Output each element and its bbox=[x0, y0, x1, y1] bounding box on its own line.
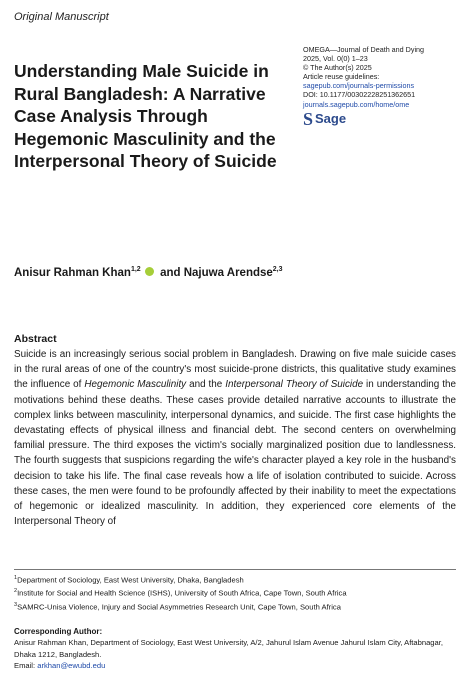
article-title: Understanding Male Suicide in Rural Bangladesh: A Narrative Case Analysis Through Hegemonic Masculinity and the Interpersonal Theory of Suicide bbox=[14, 61, 277, 171]
affiliation-3: $^3$SAMRC-Unisa Violence, Injury and Social Asymmetries Research Unit, Cape Town, South Africa bbox=[14, 601, 341, 612]
sage-s-logo-icon: S bbox=[303, 108, 314, 129]
footnote-divider bbox=[14, 569, 456, 570]
abstract-text-3: in understanding the motivations behind these deaths. These cases provide detailed narrative accounts to illustrate the complex links between masculinity, interpersonal dynamics, and suicide. The first case highlights the devastating effects of physical illness and financial debt. The second centers on overwhelming familial pressure. The third exposes the victim's socially marginalized position due to landlessness. The fourth suggests that suspicions regarding the wife's character played a key role in the husband's decision to take his life. The final case reveals how a life of isolation contributed to suicide. Across these cases, the men were found to be profoundly affected by their inability to meet the expectations of hegemonic or idealized masculinity. In addition, they experienced core elements of the Interpersonal Theory of bbox=[14, 379, 456, 528]
corresponding-address: Anisur Rahman Khan, Department of Sociology, East West University, A/2, Jahurul Islam Avenue Jahurul Islam City, Aftabnagar, Dhaka 1212, Bangladesh. bbox=[14, 638, 443, 659]
affiliation-2: $^2$Institute for Social and Health Science (ISHS), University of South Africa, Cape Town, South Africa bbox=[14, 588, 347, 598]
abstract-body bbox=[14, 347, 456, 529]
abstract-heading: Abstract bbox=[14, 333, 57, 345]
author-2-name[interactable]: Najuwa Arendse bbox=[183, 266, 273, 279]
affiliation-1: $^1$Department of Sociology, East West University, Dhaka, Bangladesh bbox=[14, 575, 244, 585]
corresponding-author bbox=[14, 626, 459, 671]
reuse-label: Article reuse guidelines: bbox=[303, 72, 380, 82]
running-head: Original Manuscript bbox=[14, 11, 109, 23]
author-1-name[interactable]: Anisur Rahman Khan bbox=[14, 266, 131, 279]
author-1-affil: 1,2 bbox=[130, 266, 141, 273]
corresponding-email-line bbox=[14, 660, 459, 671]
doi-line[interactable]: DOI: 10.1177/00302228251362651 bbox=[303, 90, 416, 100]
author-conjunction: and bbox=[160, 266, 181, 279]
abstract-text-1: Suicide is an increasingly serious social problem in Bangladesh. Drawing on five male suicide cases in the rural areas of one of the country's most suicide-prone districts, this qualitative study examines the influence of bbox=[14, 349, 456, 391]
author-2-affil: 2,3 bbox=[272, 266, 283, 273]
journal-meta bbox=[303, 45, 463, 127]
journal-home-link[interactable]: journals.sagepub.com/home/ome bbox=[303, 99, 410, 109]
orcid-icon[interactable] bbox=[145, 267, 154, 276]
abstract-term-interpersonal: Interpersonal Theory of Suicide bbox=[225, 379, 364, 391]
abstract-text-2: and the bbox=[186, 379, 226, 391]
copyright-line: © The Author(s) 2025 bbox=[303, 63, 372, 73]
corresponding-heading: Corresponding Author: bbox=[14, 627, 103, 636]
email-label: Email: bbox=[14, 660, 38, 670]
author-line bbox=[14, 266, 283, 279]
affiliations bbox=[14, 573, 459, 613]
journal-volume: 2025, Vol. 0(0) 1–23 bbox=[303, 54, 368, 64]
reuse-link[interactable]: sagepub.com/journals-permissions bbox=[303, 81, 415, 91]
publisher-name: Sage bbox=[315, 111, 347, 127]
publisher-logo[interactable] bbox=[303, 108, 463, 129]
journal-citation: OMEGA—Journal of Death and Dying bbox=[303, 45, 425, 54]
abstract-term-hegemonic: Hegemonic Masculinity bbox=[84, 379, 187, 391]
email-link[interactable]: arkhan@ewubd.edu bbox=[37, 660, 106, 670]
